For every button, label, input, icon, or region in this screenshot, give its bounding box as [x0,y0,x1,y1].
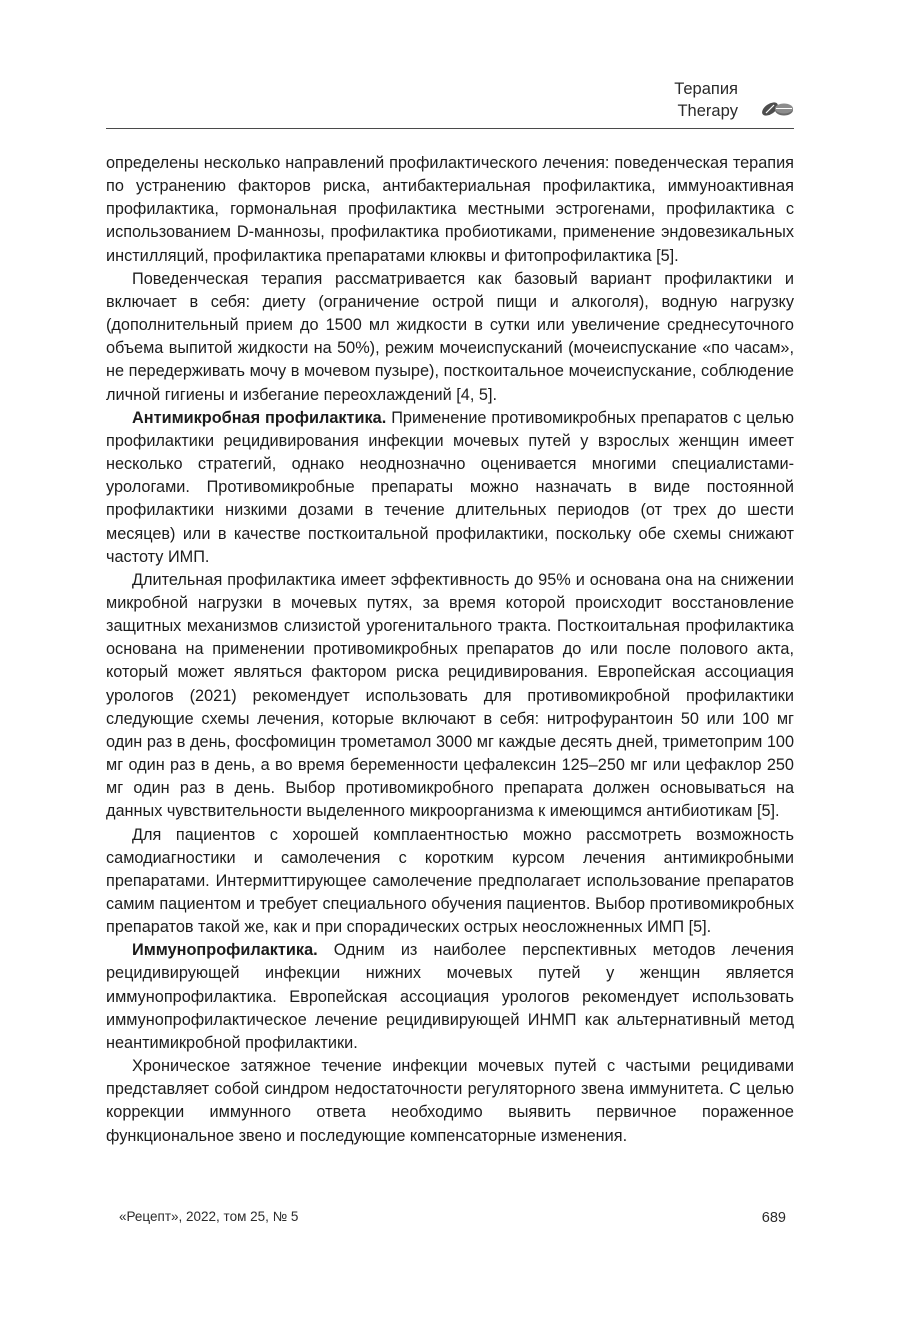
paragraph-text: Одним из наиболее перспективных методов лечения рецидивирующей инфекции нижних мочевых путей у женщин является иммунопрофилактика. Европейская ассоциация урологов рекомендует использовать иммунопрофилактическое лечение рецидивирующей ИНМП как альтернативный метод неантимикробной профилактики. [106,941,794,1052]
paragraph [106,569,794,824]
section-title [674,78,738,122]
section-title-ru: Терапия [674,80,738,98]
running-header [106,78,794,129]
pills-icon [760,99,794,117]
paragraph [106,268,794,407]
journal-citation: «Рецепт», 2022, том 25, № 5 [119,1209,299,1224]
paragraph-text: Поведенческая терапия рассматривается как базовый вариант профилактики и включает в себя: диету (ограничение острой пищи и алкоголя), водную нагрузку (дополнительный прием до 1500 мл жидкости в сутки или увеличение среднесуточного объема выпитой жидкости на 50%), режим мочеиспусканий (мочеиспускание «по часам», не передерживать мочу в мочевом пузыре), посткоитальное мочеиспускание, соблюдение личной гигиены и избегание переохлаждений [4, 5]. [106,269,794,404]
page-number: 689 [761,1210,786,1226]
section-title-en: Therapy [677,102,738,120]
article-body [106,152,794,1148]
paragraph [106,824,794,940]
paragraph [106,152,794,268]
paragraph-text: Хроническое затяжное течение инфекции мочевых путей с частыми рецидивами представляет собой синдром недостаточности регуляторного звена иммунитета. С целью коррекции иммунного ответа необходимо выявить первичное пораженное функциональное звено и последующие компенсаторные изменения. [106,1057,794,1145]
paragraph-lead: Иммунопрофилактика. [132,941,318,960]
paragraph-lead: Антимикробная профилактика. [132,408,387,427]
paragraph-immunoprophylaxis [106,939,794,1055]
paragraph [106,1055,794,1148]
paragraph-text: Длительная профилактика имеет эффективность до 95% и основана она на снижении микробной нагрузки в мочевых путях, за время которой происходит восстановление защитных механизмов слизистой урогенитального тракта. Посткоитальная профилактика основана на применении противомикробных препаратов до или после полового акта, который может являться фактором риска рецидивирования. Европейская ассоциация урологов (2021) рекомендует использовать для противомикробной профилактики следующие схемы лечения, которые включают в себя: нитрофурантоин 50 или 100 мг один раз в день, фосфомицин трометамол 3000 мг каждые десять дней, триметоприм 100 мг один раз в день, а во время беременности цефалексин 125–250 мг или цефаклор 250 мг один раз в день. Выбор противомикробного препарата должен основываться на данных чувствительности выделенного микроорганизма к имеющимся антибиотикам [5]. [106,570,794,821]
paragraph-text: Для пациентов с хорошей комплаентностью можно рассмотреть возможность самодиагностики и самолечения с коротким курсом лечения антимикробными препаратами. Интермиттирующее самолечение предполагает использование препаратов самим пациентом и требует специального обучения пациентов. Выбор противомикробных препаратов такой же, как и при спорадических острых неосложненных ИМП [5]. [106,825,794,937]
paragraph-antimicrobial [106,407,794,569]
paragraph-text: определены несколько направлений профилактического лечения: поведенческая терапия по устранению факторов риска, антибактериальная профилактика, иммуноактивная профилактика, гормональная профилактика местными эстрогенами, профилактика с использованием D-маннозы, профилактика пробиотиками, применение эндовезикальных инстилляций, профилактика препаратами клюквы и фитопрофилактика [5]. [106,154,794,265]
paragraph-text: Применение противомикробных препаратов с целью профилактики рецидивирования инфекции мочевых путей у взрослых женщин имеет несколько стратегий, однако неоднозначно оценивается многими специалистами-урологами. Противомикробные препараты можно назначать в виде постоянной профилактики низкими дозами в течение длительных периодов (от трех до шести месяцев) или в качестве посткоитальной профилактики, поскольку обе схемы снижают частоту ИМП. [106,408,795,566]
